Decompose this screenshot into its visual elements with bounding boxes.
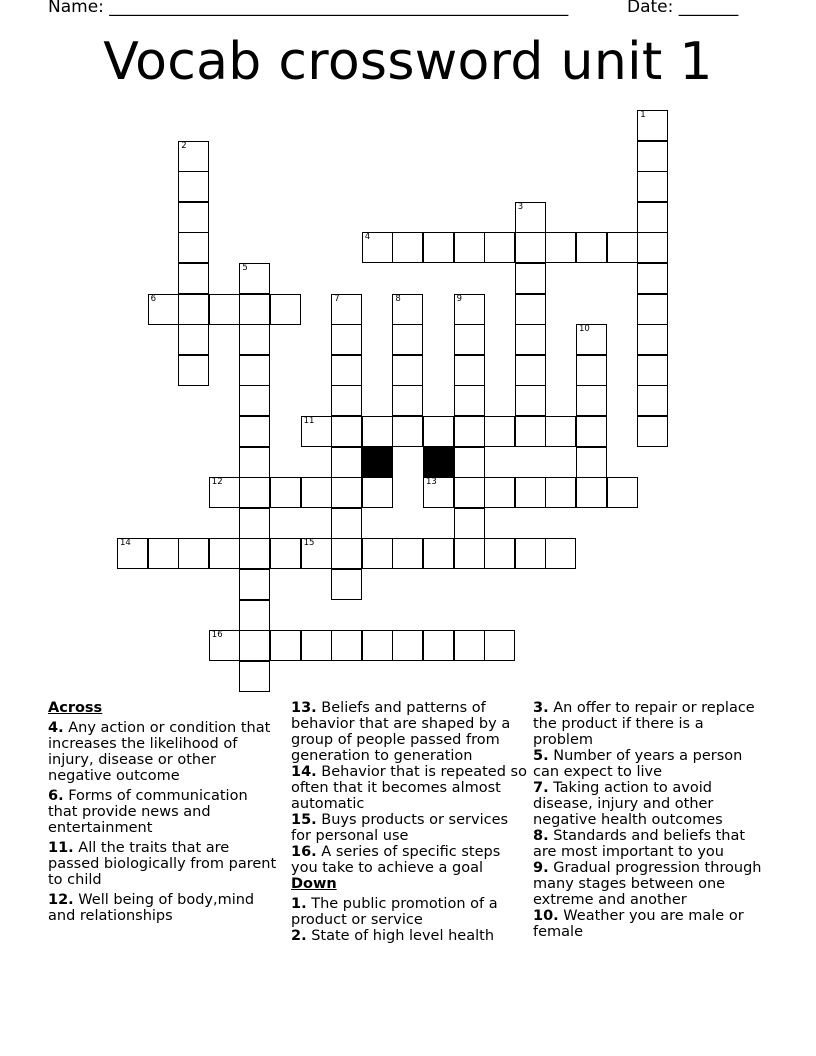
grid-cell[interactable] <box>607 477 638 508</box>
grid-cell[interactable] <box>331 294 362 325</box>
grid-cell[interactable] <box>239 600 270 631</box>
grid-cell[interactable] <box>637 263 668 294</box>
grid-cell[interactable] <box>392 324 423 355</box>
grid-cell[interactable] <box>178 263 209 294</box>
grid-cell[interactable] <box>239 538 270 569</box>
grid-cell[interactable] <box>454 447 485 478</box>
clue-across-11 <box>48 840 280 888</box>
clue-across-6 <box>48 788 280 836</box>
date-field-label: Date: _______ <box>627 0 739 17</box>
grid-cell[interactable] <box>392 538 423 569</box>
grid-cell[interactable] <box>178 171 209 202</box>
grid-cell[interactable] <box>178 232 209 263</box>
grid-cell[interactable] <box>331 630 362 661</box>
clue-across-4 <box>48 720 280 784</box>
grid-cell[interactable] <box>454 630 485 661</box>
grid-cell[interactable] <box>484 416 515 447</box>
clue-text: Standards and beliefs that are most important to you <box>533 828 746 860</box>
clue-down-1 <box>291 896 527 928</box>
grid-cell[interactable] <box>454 294 485 325</box>
grid-cell[interactable] <box>607 232 638 263</box>
grid-cell[interactable] <box>576 324 607 355</box>
clue-text: State of high level health <box>311 928 495 944</box>
grid-cell[interactable] <box>637 355 668 386</box>
grid-cell[interactable] <box>454 416 485 447</box>
grid-cell[interactable] <box>301 538 332 569</box>
clue-down-5 <box>533 748 765 780</box>
grid-cell[interactable] <box>178 324 209 355</box>
grid-cell[interactable] <box>301 416 332 447</box>
clue-number: 16. <box>291 844 317 860</box>
grid-cell[interactable] <box>301 477 332 508</box>
clue-down-9 <box>533 860 765 908</box>
clue-down-7 <box>533 780 765 828</box>
cell-number: 4 <box>364 232 371 243</box>
clue-down-8 <box>533 828 765 860</box>
grid-cell[interactable] <box>331 508 362 539</box>
grid-cell[interactable] <box>515 355 546 386</box>
clue-text: All the traits that are passed biologically from parent to child <box>48 840 277 888</box>
clue-text: Beliefs and patterns of behavior that are shaped by a group of people passed from generation to generation <box>291 700 511 764</box>
grid-cell[interactable] <box>484 538 515 569</box>
grid-cell[interactable] <box>178 355 209 386</box>
clues-column-2 <box>291 700 527 944</box>
grid-cell[interactable] <box>637 232 668 263</box>
clue-number: 4. <box>48 720 64 736</box>
clue-number: 7. <box>533 780 549 796</box>
grid-cell[interactable] <box>454 355 485 386</box>
clue-number: 12. <box>48 892 74 908</box>
grid-cell[interactable] <box>545 538 576 569</box>
cell-number: 15 <box>303 538 315 549</box>
clue-number: 14. <box>291 764 317 780</box>
grid-cell[interactable] <box>637 141 668 172</box>
clue-text: Forms of communication that provide news and entertainment <box>48 788 248 836</box>
clue-number: 6. <box>48 788 64 804</box>
grid-cell[interactable] <box>423 232 454 263</box>
grid-cell[interactable] <box>239 416 270 447</box>
clue-text: Weather you are male or female <box>533 908 744 940</box>
clue-across-12 <box>48 892 280 924</box>
clue-number: 3. <box>533 700 549 716</box>
grid-cell[interactable] <box>515 538 546 569</box>
clue-across-13 <box>291 700 527 764</box>
grid-cell[interactable] <box>423 630 454 661</box>
grid-cell[interactable] <box>331 538 362 569</box>
grid-cell[interactable] <box>423 477 454 508</box>
grid-cell[interactable] <box>423 538 454 569</box>
grid-cell[interactable] <box>239 447 270 478</box>
cell-number: 1 <box>640 110 646 120</box>
grid-cell[interactable] <box>515 294 546 325</box>
grid-cell[interactable] <box>362 416 393 447</box>
cell-number: 8 <box>395 293 401 304</box>
clue-number: 13. <box>291 700 317 716</box>
grid-cell[interactable] <box>270 538 301 569</box>
clue-text: The public promotion of a product or service <box>291 896 498 928</box>
clue-number: 9. <box>533 860 549 876</box>
grid-cell[interactable] <box>270 477 301 508</box>
grid-cell[interactable] <box>239 569 270 600</box>
grid-cell[interactable] <box>637 416 668 447</box>
grid-cell[interactable] <box>576 447 607 478</box>
clue-across-14 <box>291 764 527 812</box>
grid-cell[interactable] <box>148 294 179 325</box>
name-field-label: Name: ______________________________________________________ <box>48 0 569 17</box>
grid-cell[interactable] <box>484 477 515 508</box>
cell-number: 10 <box>579 324 590 335</box>
clue-text: Behavior that is repeated so often that it becomes almost automatic <box>291 764 527 812</box>
grid-cell[interactable] <box>148 538 179 569</box>
grid-cell[interactable] <box>362 630 393 661</box>
grid-cell[interactable] <box>239 355 270 386</box>
grid-cell[interactable] <box>209 630 240 661</box>
grid-cell[interactable] <box>454 508 485 539</box>
grid-cell[interactable] <box>515 477 546 508</box>
cell-number: 5 <box>242 263 248 273</box>
grid-cell[interactable] <box>576 355 607 386</box>
grid-cell[interactable] <box>484 630 515 661</box>
grid-cell[interactable] <box>454 538 485 569</box>
grid-cell[interactable] <box>331 324 362 355</box>
cell-number: 6 <box>150 293 157 304</box>
cell-number: 14 <box>120 538 131 549</box>
grid-cell[interactable] <box>239 477 270 508</box>
grid-cell[interactable] <box>515 416 546 447</box>
grid-cell[interactable] <box>576 416 607 447</box>
cell-number: 9 <box>456 293 463 304</box>
clue-number: 5. <box>533 748 549 764</box>
grid-cell[interactable] <box>331 416 362 447</box>
cell-number: 7 <box>334 293 340 304</box>
grid-cell[interactable] <box>454 477 485 508</box>
cell-number: 12 <box>211 477 223 488</box>
clues-column-3 <box>533 700 765 940</box>
grid-cell[interactable] <box>515 232 546 263</box>
grid-cell[interactable] <box>178 202 209 233</box>
grid-cell[interactable] <box>239 661 270 692</box>
grid-cell[interactable] <box>178 538 209 569</box>
clue-text: Number of years a person can expect to live <box>533 748 743 780</box>
clues-column-1 <box>48 700 280 928</box>
grid-cell[interactable] <box>331 477 362 508</box>
grid-cell[interactable] <box>239 263 270 294</box>
grid-cell[interactable] <box>576 477 607 508</box>
cell-number: 2 <box>181 140 187 151</box>
grid-cell[interactable] <box>362 477 393 508</box>
grid-cell[interactable] <box>209 538 240 569</box>
grid-cell[interactable] <box>392 630 423 661</box>
clue-text: Taking action to avoid disease, injury and other negative health outcomes <box>533 780 723 828</box>
clue-number: 2. <box>291 928 307 944</box>
grid-cell[interactable] <box>545 232 576 263</box>
grid-cell[interactable] <box>209 477 240 508</box>
clue-text: Any action or condition that increases the likelihood of injury, disease or other negative outcome <box>48 720 271 784</box>
grid-cell[interactable] <box>239 630 270 661</box>
clue-text: Well being of body,mind and relationships <box>48 892 255 924</box>
clue-text: Buys products or services for personal use <box>291 812 509 844</box>
grid-cell[interactable] <box>545 416 576 447</box>
grid-cell[interactable] <box>515 263 546 294</box>
clue-text: A series of specific steps you take to achieve a goal <box>291 844 501 876</box>
grid-cell[interactable] <box>392 355 423 386</box>
grid-cell[interactable] <box>331 355 362 386</box>
grid-cell[interactable] <box>392 294 423 325</box>
clue-across-16 <box>291 844 527 876</box>
grid-cell[interactable] <box>301 630 332 661</box>
cell-number: 13 <box>426 477 437 488</box>
grid-cell[interactable] <box>392 416 423 447</box>
grid-cell[interactable] <box>209 294 240 325</box>
grid-cell[interactable] <box>178 294 209 325</box>
grid-cell[interactable] <box>117 538 148 569</box>
clue-number: 1. <box>291 896 307 912</box>
grid-cell[interactable] <box>484 232 515 263</box>
grid-cell[interactable] <box>178 141 209 172</box>
grid-cell[interactable] <box>239 294 270 325</box>
grid-cell[interactable] <box>270 294 301 325</box>
grid-cell[interactable] <box>239 385 270 416</box>
grid-cell[interactable] <box>331 447 362 478</box>
grid-cell[interactable] <box>515 324 546 355</box>
grid-cell[interactable] <box>362 538 393 569</box>
grid-cell[interactable] <box>576 232 607 263</box>
grid-cell[interactable] <box>239 508 270 539</box>
grid-cell[interactable] <box>331 569 362 600</box>
cell-number: 11 <box>303 416 315 426</box>
clue-number: 15. <box>291 812 317 828</box>
grid-cell[interactable] <box>270 630 301 661</box>
down-heading: Down <box>291 876 337 892</box>
grid-cell[interactable] <box>392 232 423 263</box>
clue-down-10 <box>533 908 765 940</box>
grid-cell[interactable] <box>637 110 668 141</box>
grid-cell[interactable] <box>515 202 546 233</box>
grid-cell[interactable] <box>331 385 362 416</box>
grid-cell[interactable] <box>454 385 485 416</box>
grid-cell[interactable] <box>576 385 607 416</box>
grid-cell[interactable] <box>515 385 546 416</box>
clue-down-2 <box>291 928 527 944</box>
cell-number: 3 <box>517 201 524 212</box>
grid-cell[interactable] <box>637 294 668 325</box>
grid-cell[interactable] <box>423 416 454 447</box>
cell-number: 16 <box>211 630 223 641</box>
grid-cell[interactable] <box>454 232 485 263</box>
grid-block <box>423 447 454 478</box>
across-heading: Across <box>48 700 103 716</box>
grid-cell[interactable] <box>545 477 576 508</box>
grid-block <box>362 447 393 478</box>
clue-text: An offer to repair or replace the product if there is a problem <box>533 700 755 748</box>
clue-number: 10. <box>533 908 559 924</box>
page-title: Vocab crossword unit 1 <box>103 32 713 92</box>
grid-cell[interactable] <box>637 324 668 355</box>
grid-cell[interactable] <box>637 385 668 416</box>
clue-across-15 <box>291 812 527 844</box>
grid-cell[interactable] <box>454 324 485 355</box>
grid-cell[interactable] <box>362 232 393 263</box>
clue-number: 11. <box>48 840 74 856</box>
clue-number: 8. <box>533 828 549 844</box>
grid-cell[interactable] <box>392 385 423 416</box>
clue-text: Gradual progression through many stages between one extreme and another <box>533 860 762 908</box>
clue-down-3 <box>533 700 765 748</box>
grid-cell[interactable] <box>239 324 270 355</box>
grid-cell[interactable] <box>637 202 668 233</box>
grid-cell[interactable] <box>637 171 668 202</box>
